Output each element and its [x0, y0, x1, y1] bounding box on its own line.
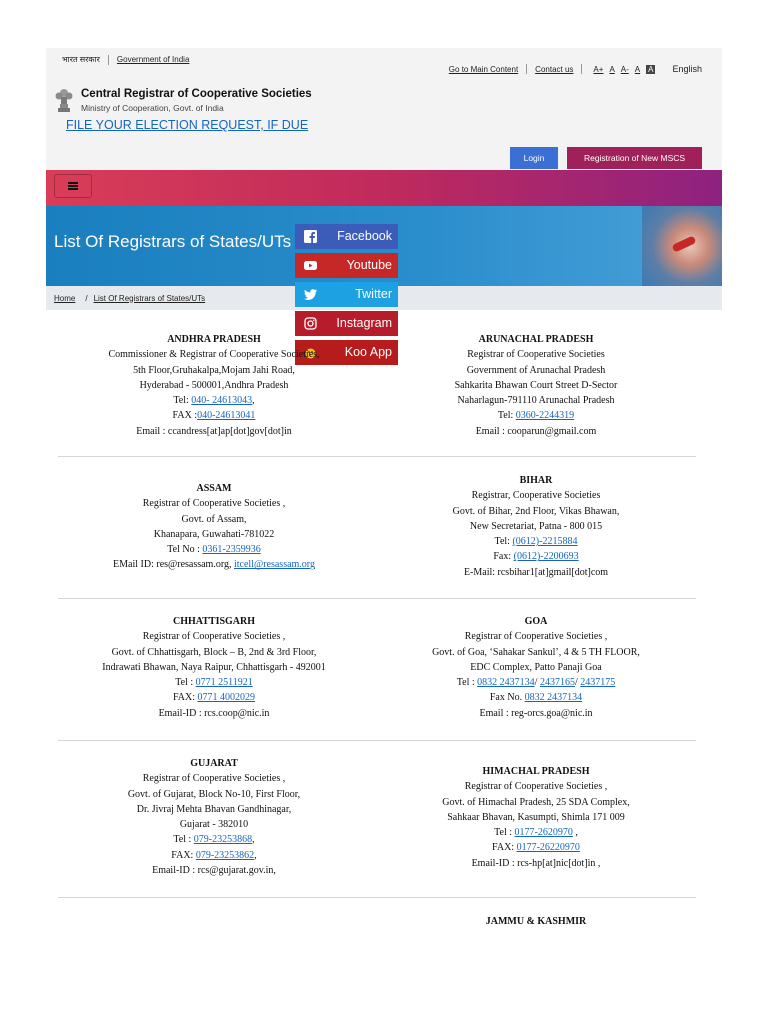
twitter-icon [304, 288, 317, 301]
social-label: Youtube [346, 258, 392, 272]
phone-link[interactable]: 0832 2437134 [477, 677, 535, 689]
registrar-andhra-pradesh: ANDHRA PRADESH Commissioner & Registrar of Cooperative Societies, 5th Floor,Gruhakalpa,Mojam Jahi Road, Hyderabad - 500001,Andhra Pradesh Tel: 040- 24613043, FAX :040-24613041 Email : ccandress[at]ap[dot]gov[dot]in [108, 334, 320, 437]
main-nav [46, 170, 722, 206]
registrar-bihar: BIHAR Registrar, Cooperative Societies Govt. of Bihar, 2nd Floor, Vikas Bhawan, New Secretariat, Patna - 800 015 Tel: (0612)-2215884 Fax: (0612)-2200693 E-Mail: rcsbihar1[at]gmail[dot]com [452, 475, 620, 578]
fax-link[interactable]: 0832 2437134 [524, 692, 583, 704]
phone-link[interactable]: 0771 2511921 [195, 677, 253, 689]
row-divider [58, 897, 696, 898]
social-label: Facebook [337, 229, 392, 243]
contact-us-link[interactable]: Contact us [535, 64, 574, 74]
register-mscs-button[interactable]: Registration of New MSCS [567, 147, 702, 169]
facebook-icon [304, 230, 317, 243]
registrar-himachal-pradesh: HIMACHAL PRADESH Registrar of Cooperative Societies , Govt. of Himachal Pradesh, 25 SDA Complex, Sahkaar Bhavan, Kasumpti, Shimla 171 009 Tel : 0177-2620970 , FAX: 0177-26220970 Email-ID : rcs-hp[at]nic[dot]in , [442, 766, 630, 869]
phone-link[interactable]: 2437175 [580, 677, 616, 689]
goi-link[interactable]: Government of India [116, 55, 190, 64]
breadcrumb: Home / List Of Registrars of States/UTs [46, 286, 722, 310]
hamburger-icon [68, 182, 78, 190]
fax-link[interactable]: (0612)-2200693 [513, 551, 579, 563]
email-link[interactable]: itcell@resassam.org [234, 559, 315, 571]
phone-link[interactable]: 0360-2244319 [515, 410, 575, 422]
hindi-goi-link[interactable]: भारत सरकार [62, 55, 100, 64]
fax-link[interactable]: 040-24613041 [197, 410, 256, 422]
national-emblem-icon [54, 84, 74, 114]
font-decrease-button[interactable]: A- [620, 64, 629, 74]
registrar-assam: ASSAM Registrar of Cooperative Societies , Govt. of Assam, Khanapara, Guwahati-781022 Tel No : 0361-2359936 EMail ID: res@resassam.org, itcell@resassam.org [113, 483, 315, 571]
social-youtube[interactable] [295, 253, 398, 278]
theme-light-button[interactable]: A [634, 64, 641, 74]
language-selector[interactable]: English [672, 64, 702, 74]
site-header [46, 78, 722, 170]
breadcrumb-current[interactable]: List Of Registrars of States/UTs [93, 293, 206, 303]
fax-link[interactable]: 0771 4002029 [197, 692, 256, 704]
font-increase-button[interactable]: A+ [593, 64, 604, 74]
skip-to-main-link[interactable]: Go to Main Content [448, 64, 519, 74]
page-title: List Of Registrars of States/UTs [54, 232, 292, 251]
font-normal-button[interactable]: A [609, 64, 615, 74]
menu-toggle-button[interactable] [54, 174, 92, 198]
social-label: Instagram [336, 316, 392, 330]
row-divider [58, 598, 696, 599]
org-title[interactable]: Central Registrar of Cooperative Societies [81, 88, 312, 100]
divider [581, 64, 582, 74]
divider [526, 64, 527, 74]
divider [108, 55, 109, 65]
phone-link[interactable]: 2437165 [539, 677, 575, 689]
registrar-jammu-kashmir: JAMMU & KASHMIR [485, 916, 587, 927]
social-label: Koo App [344, 345, 392, 359]
phone-link[interactable]: 079-23253868 [193, 834, 253, 846]
election-request-link[interactable]: FILE YOUR ELECTION REQUEST, IF DUE [66, 118, 309, 132]
fax-link[interactable]: 0177-26220970 [516, 842, 580, 854]
row-divider [58, 740, 696, 741]
social-label: Twitter [355, 287, 392, 301]
registrar-chhattisgarh: CHHATTISGARH Registrar of Cooperative Societies , Govt. of Chhattisgarh, Block – B, 2nd & 3rd Floor, Indrawati Bhawan, Naya Raipur, Chhattisgarh - 492001 Tel : 0771 2511921 FAX: 0771 4002029 Email-ID : rcs.coop@nic.in [102, 616, 326, 719]
social-facebook[interactable] [295, 224, 398, 249]
instagram-icon [304, 317, 317, 330]
phone-link[interactable]: 0177-2620970 [514, 827, 573, 839]
breadcrumb-home[interactable]: Home [54, 293, 76, 303]
login-button[interactable]: Login [510, 147, 558, 169]
phone-link[interactable]: 0361-2359936 [202, 544, 261, 556]
phone-link[interactable]: 040- 24613043 [191, 395, 253, 407]
row-divider [58, 456, 696, 457]
registrar-goa: GOA Registrar of Cooperative Societies , Govt. of Goa, ‘Sahakar Sankul’, 4 & 5 TH FLOOR, EDC Complex, Patto Panaji Goa Tel : 0832 2437134/ 2437165/ 2437175 Fax No. 0832 2437134 Email : reg-orcs.goa@nic.in [432, 616, 640, 719]
youtube-icon [304, 259, 317, 272]
registrar-gujarat: GUJARAT Registrar of Cooperative Societies , Govt. of Gujarat, Block No-10, First Floor, Dr. Jivraj Mehta Bhavan Gandhinagar, Gujarat - 382010 Tel : 079-23253868, FAX: 079-23253862, Email-ID : rcs@gujarat.gov.in, [127, 758, 301, 877]
top-bar [46, 48, 722, 78]
org-subtitle: Ministry of Cooperation, Govt. of India [81, 103, 224, 113]
theme-contrast-button[interactable]: A [648, 64, 654, 74]
banner-image [642, 206, 722, 286]
social-twitter[interactable] [295, 282, 398, 307]
fax-link[interactable]: 079-23253862 [195, 849, 255, 861]
registrar-arunachal-pradesh: ARUNACHAL PRADESH Registrar of Cooperative Societies Government of Arunachal Pradesh Sahkarita Bhawan Court Street D-Sector Naharlagun-791110 Arunachal Pradesh Tel: 0360-2244319 Email : cooparun@gmail.com [454, 334, 618, 437]
phone-link[interactable]: (0612)-2215884 [512, 536, 578, 548]
